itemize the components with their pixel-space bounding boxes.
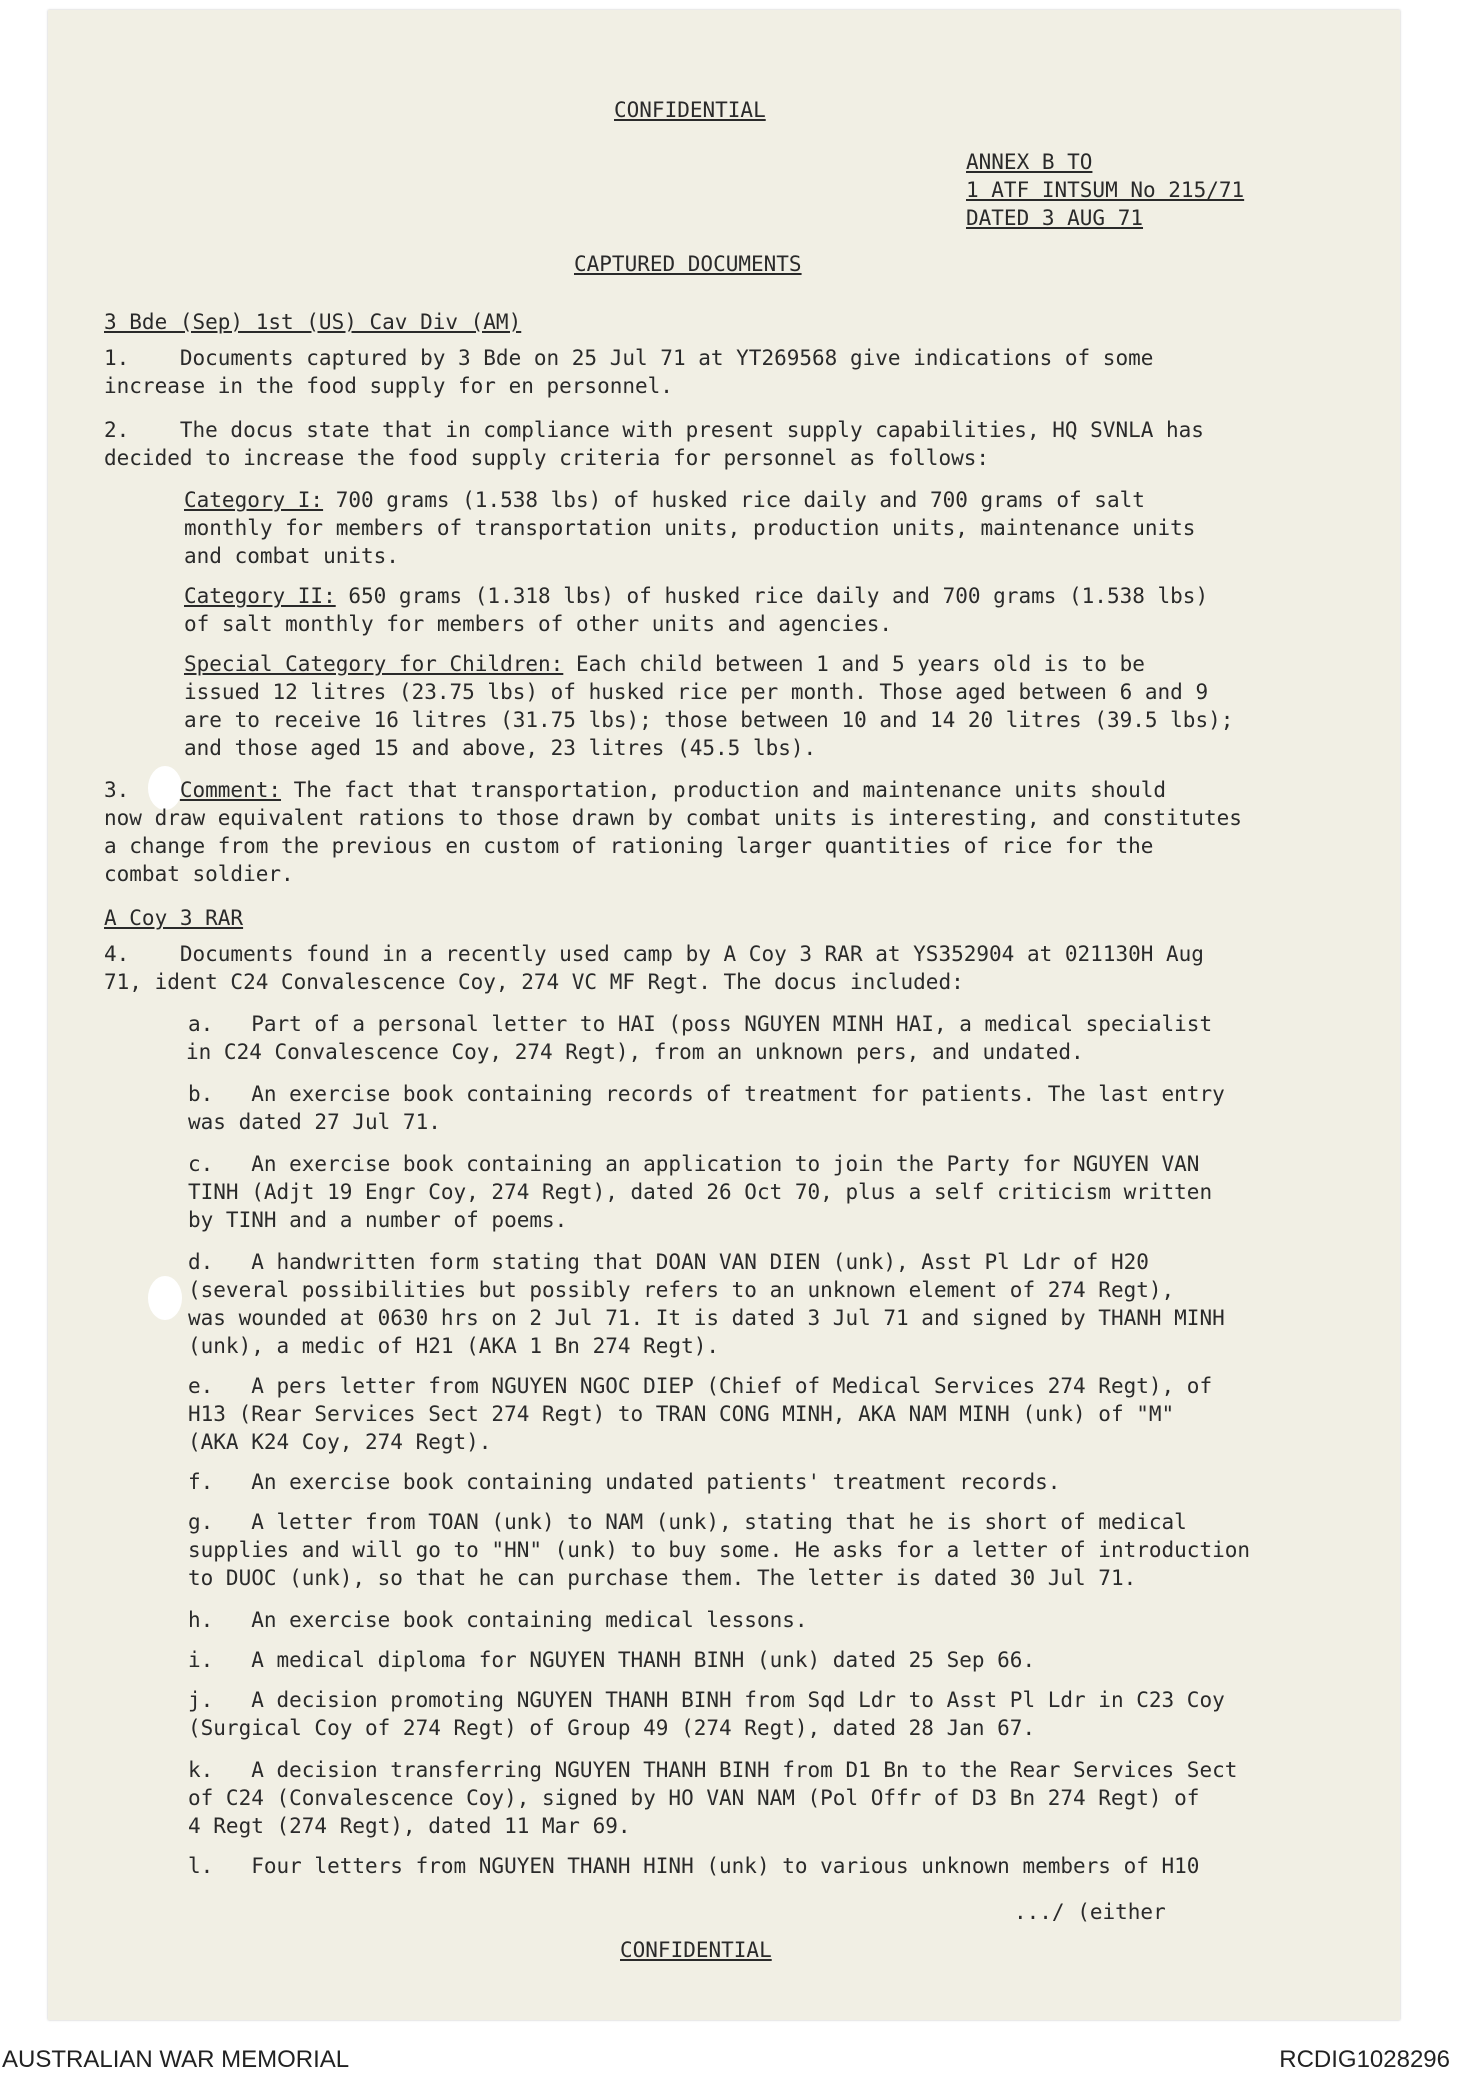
footer-institution: AUSTRALIAN WAR MEMORIAL [2,2046,350,2073]
classification-bottom: CONFIDENTIAL [620,1938,772,1962]
continuation-note: .../ (either [1014,1900,1166,1924]
classification-top: CONFIDENTIAL [614,98,766,122]
list-item-l: l. Four letters from NGUYEN THANH HINH (unk) to various unknown members of H10 [188,1854,1200,1878]
category-2-label: Category II: [184,584,336,608]
paragraph-2: 2. The docus state that in compliance with present supply capabilities, HQ SVNLA has decided to increase the food supply criteria for personnel as follows: [104,418,1204,470]
category-children-label: Special Category for Children: [184,652,564,676]
annex-line: 1 ATF INTSUM No 215/71 [966,178,1245,202]
document-title: CAPTURED DOCUMENTS [574,252,802,276]
category-2: Category II: 650 grams (1.318 lbs) of husked rice daily and 700 grams (1.538 lbs) of salt monthly for members of other units and agencies. [184,584,1209,636]
comment-label: Comment: [179,778,282,802]
list-item-j: j. A decision promoting NGUYEN THANH BINH from Sqd Ldr to Asst Pl Ldr in C23 Coy (Surgical Coy of 274 Regt) of Group 49 (274 Regt), dated 28 Jan 67. [188,1688,1225,1740]
footer-item-id: RCDIG1028296 [1279,2046,1450,2073]
punch-hole [148,1276,182,1320]
list-item-b: b. An exercise book containing records of treatment for patients. The last entry was dated 27 Jul 71. [188,1082,1225,1134]
category-children: Special Category for Children: Each child between 1 and 5 years old is to be issued 12 litres (23.75 lbs) of husked rice per month. Those aged between 6 and 9 are to receive 16 litres (31.75 lbs); those between 10 and 14 20 litres (39.5 lbs); and those aged 15 and above, 23 litres (45.5 lbs). [184,652,1234,760]
list-item-g: g. A letter from TOAN (unk) to NAM (unk), stating that he is short of medical supplies and will go to "HN" (unk) to buy some. He asks for a letter of introduction to DUOC (unk), so that he can purchase them. The letter is dated 30 Jul 71. [188,1510,1251,1590]
annex-line: ANNEX B TO [966,150,1093,174]
section-heading-2: A Coy 3 RAR [104,906,244,930]
list-item-a: a. Part of a personal letter to HAI (poss NGUYEN MINH HAI, a medical specialist in C24 Convalescence Coy, 274 Regt), from an unknown pers, and undated. [186,1012,1213,1064]
list-item-e: e. A pers letter from NGUYEN NGOC DIEP (Chief of Medical Services 274 Regt), of H13 (Rear Services Sect 274 Regt) to TRAN CONG MINH, AKA NAM MINH (unk) of "M" (AKA K24 Coy, 274 Regt). [188,1374,1213,1454]
paragraph-3-comment: 3. Comment: The fact that transportation, production and maintenance units should now draw equivalent rations to those drawn by combat units is interesting, and constitutes a change from the previous en custom of rationing larger quantities of rice for the combat soldier. [104,778,1242,886]
list-item-d: d. A handwritten form stating that DOAN VAN DIEN (unk), Asst Pl Ldr of H20 (several possibilities but possibly refers to an unknown element of 274 Regt), was wounded at 0630 hrs on 2 Jul 71. It is dated 3 Jul 71 and signed by THANH MINH (unk), a medic of H21 (AKA 1 Bn 274 Regt). [188,1250,1225,1358]
category-1-label: Category I: [184,488,324,512]
annex-reference [966,148,1244,232]
list-item-f: f. An exercise book containing undated patients' treatment records. [188,1470,1061,1494]
paragraph-4: 4. Documents found in a recently used camp by A Coy 3 RAR at YS352904 at 021130H Aug 71, ident C24 Convalescence Coy, 274 VC MF Regt. The docus included: [104,942,1204,994]
list-item-i: i. A medical diploma for NGUYEN THANH BINH (unk) dated 25 Sep 66. [188,1648,1036,1672]
annex-line: DATED 3 AUG 71 [966,206,1144,230]
list-item-c: c. An exercise book containing an application to join the Party for NGUYEN VAN TINH (Adjt 19 Engr Coy, 274 Regt), dated 26 Oct 70, plus a self criticism written by TINH and a number of poems. [188,1152,1213,1232]
list-item-h: h. An exercise book containing medical lessons. [188,1608,808,1632]
section-heading-1: 3 Bde (Sep) 1st (US) Cav Div (AM) [104,310,522,334]
archive-footer [0,2040,1466,2082]
list-item-k: k. A decision transferring NGUYEN THANH BINH from D1 Bn to the Rear Services Sect of C24 (Convalescence Coy), signed by HO VAN NAM (Pol Offr of D3 Bn 274 Regt) of 4 Regt (274 Regt), dated 11 Mar 69. [188,1758,1238,1838]
category-1: Category I: 700 grams (1.538 lbs) of husked rice daily and 700 grams of salt monthly for members of transportation units, production units, maintenance units and combat units. [184,488,1196,568]
paragraph-1: 1. Documents captured by 3 Bde on 25 Jul 71 at YT269568 give indications of some increase in the food supply for en personnel. [104,346,1154,398]
